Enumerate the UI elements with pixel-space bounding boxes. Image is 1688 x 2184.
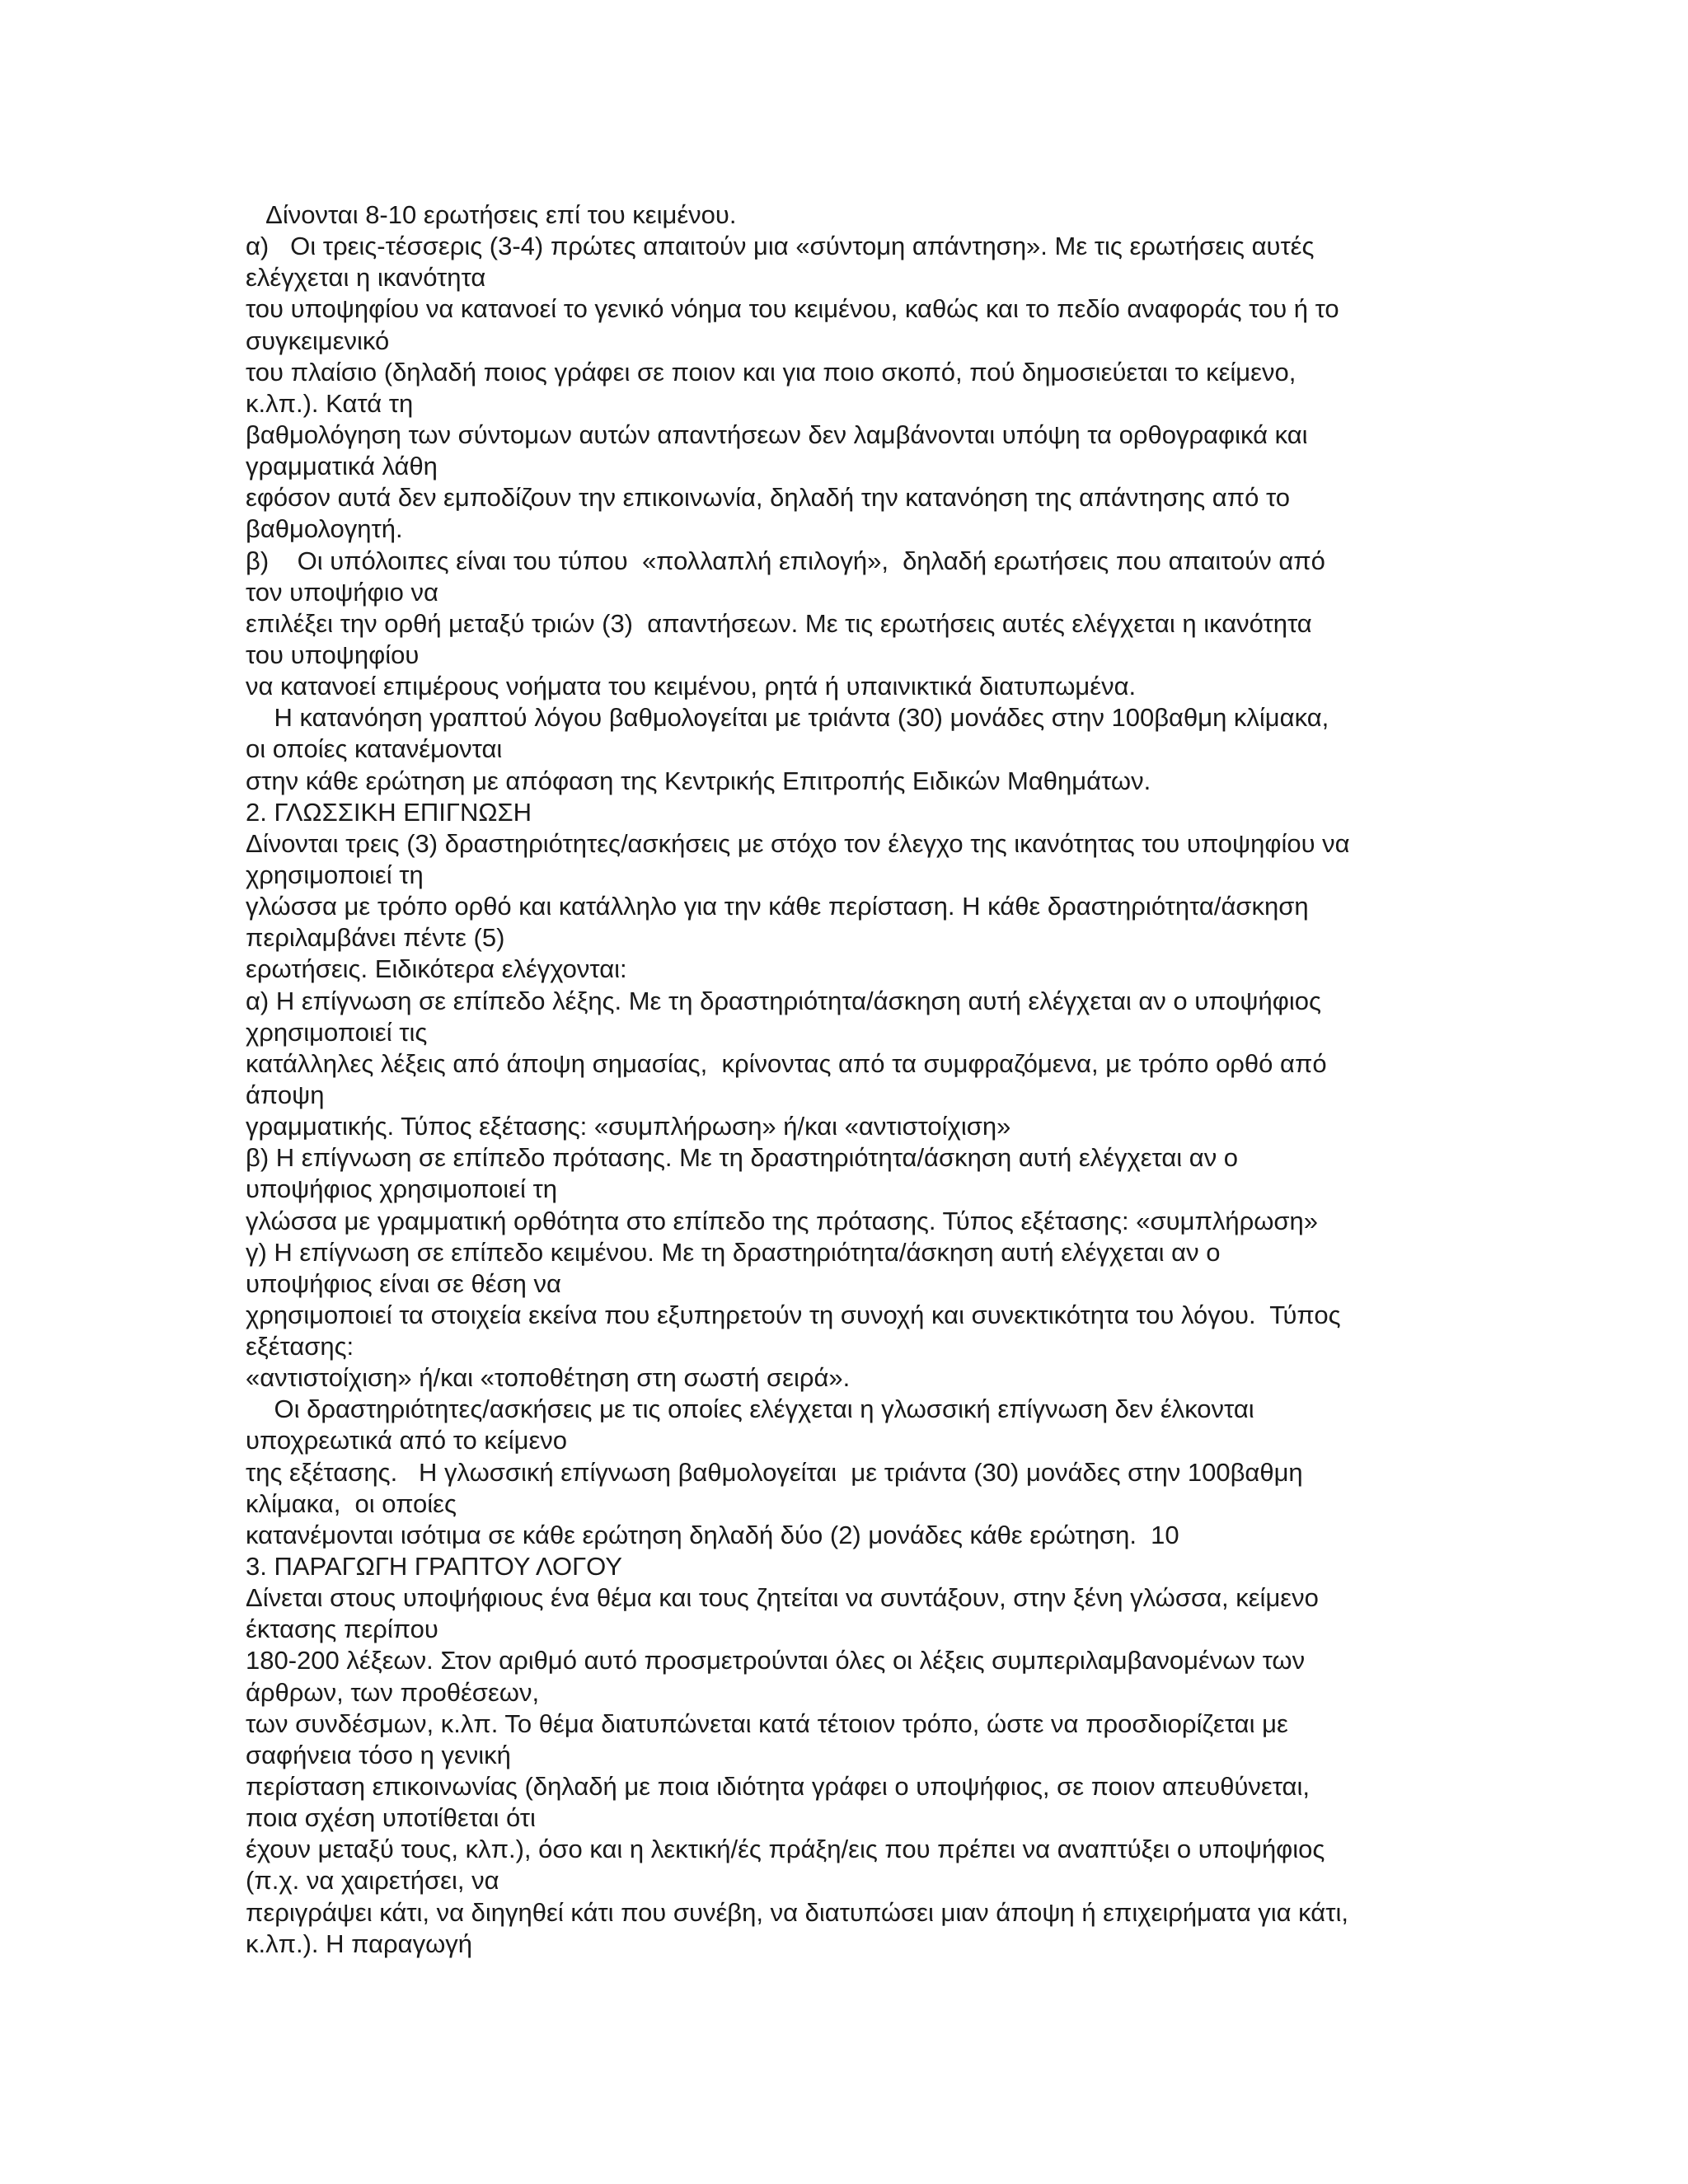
text-line: 180-200 λέξεων. Στον αριθμό αυτό προσμετρούνται όλες οι λέξεις συμπεριλαμβανομένων των [246,1646,1306,1675]
text-line: κλίμακα, οι οποίες [246,1488,457,1518]
text-line: σαφήνεια τόσο η γενική [246,1740,511,1769]
text-line: του υποψηφίου να κατανοεί το γενικό νόημα του κειμένου, καθώς και το πεδίο αναφοράς του ή το [246,294,1339,324]
text-line: Δίνονται τρεις (3) δραστηριότητες/ασκήσεις με στόχο τον έλεγχο της ικανότητας του υποψηφίου να [246,828,1350,858]
text-line: του υποψηφίου [246,640,420,669]
text-line: χρησιμοποιεί τη [246,860,424,889]
text-line: κατάλληλες λέξεις από άποψη σημασίας, κρίνοντας από τα συμφραζόμενα, με τρόπο ορθό από [246,1048,1327,1078]
text-line: β) Οι υπόλοιπες είναι του τύπου «πολλαπλή επιλογή», δηλαδή ερωτήσεις που απαιτούν από [246,546,1325,575]
text-line: κατανέμονται ισότιμα σε κάθε ερώτηση δηλαδή δύο (2) μονάδες κάθε ερώτηση. 10 [246,1520,1179,1549]
document-body [246,199,1459,1960]
text-line: γλώσσα με τρόπο ορθό και κατάλληλο για την κάθε περίσταση. Η κάθε δραστηριότητα/άσκηση [246,892,1309,921]
text-line: ποια σχέση υποτίθεται ότι [246,1803,536,1833]
text-line: περιγράψει κάτι, να διηγηθεί κάτι που συνέβη, να διατυπώσει μιαν άποψη ή επιχειρήματα για κάτι, [246,1897,1348,1927]
text-line: υποχρεωτικά από το κείμενο [246,1426,568,1455]
text-line: γραμματικής. Τύπος εξέτασης: «συμπλήρωση» ή/και «αντιστοίχιση» [246,1112,1011,1141]
text-line: κ.λπ.). Κατά τη [246,388,414,418]
text-line: να κατανοεί επιμέρους νοήματα του κειμένου, ρητά ή υπαινικτικά διατυπωμένα. [246,672,1137,701]
text-line: ελέγχεται η ικανότητα [246,263,486,293]
text-line: των συνδέσμων, κ.λπ. Το θέμα διατυπώνεται κατά τέτοιον τρόπο, ώστε να προσδιορίζεται με [246,1708,1288,1738]
text-line: «αντιστοίχιση» ή/και «τοποθέτηση στη σωστή σειρά». [246,1363,851,1393]
text-line: της εξέτασης. Η γλωσσική επίγνωση βαθμολογείται με τριάντα (30) μονάδες στην 100βαθμη [246,1457,1303,1487]
text-line: α) Η επίγνωση σε επίπεδο λέξης. Με τη δραστηριότητα/άσκηση αυτή ελέγχεται αν ο υποψήφιος [246,986,1321,1015]
text-line: Δίνεται στους υποψήφιους ένα θέμα και τους ζητείται να συντάξουν, στην ξένη γλώσσα, κείμενο [246,1583,1319,1613]
text-line: (π.χ. να χαιρετήσει, να [246,1866,499,1896]
text-line: εξέτασης: [246,1332,354,1361]
text-line: Οι δραστηριότητες/ασκήσεις με τις οποίες ελέγχεται η γλωσσική επίγνωση δεν έλκονται [246,1394,1254,1424]
text-line: γ) Η επίγνωση σε επίπεδο κειμένου. Με τη δραστηριότητα/άσκηση αυτή ελέγχεται αν ο [246,1237,1221,1267]
text-line: οι οποίες κατανέμονται [246,734,503,764]
text-line: του πλαίσιο (δηλαδή ποιος γράφει σε ποιον και για ποιο σκοπό, πού δημοσιεύεται το κείμενο, [246,357,1296,387]
text-line: χρησιμοποιεί τα στοιχεία εκείνα που εξυπηρετούν τη συνοχή και συνεκτικότητα του λόγου. Τύπος [246,1300,1341,1329]
text-line: άρθρων, των προθέσεων, [246,1677,540,1707]
text-line: Δίνονται 8-10 ερωτήσεις επί του κειμένου. [246,200,737,229]
text-line: γλώσσα με γραμματική ορθότητα στο επίπεδο της πρότασης. Τύπος εξέτασης: «συμπλήρωση» [246,1206,1319,1235]
text-line: εφόσον αυτά δεν εμποδίζουν την επικοινωνία, δηλαδή την κατανόηση της απάντησης από το [246,483,1291,513]
text-line: βαθμολόγηση των σύντομων αυτών απαντήσεων δεν λαμβάνονται υπόψη τα ορθογραφικά και [246,419,1308,449]
text-line: περίσταση επικοινωνίας (δηλαδή με ποια ιδιότητα γράφει ο υποψήφιος, σε ποιον απευθύνεται, [246,1772,1310,1802]
text-line: στην κάθε ερώτηση με απόφαση της Κεντρικής Επιτροπής Ειδικών Μαθημάτων. [246,766,1151,795]
text-line: έχουν μεταξύ τους, κλπ.), όσο και η λεκτική/ές πράξη/εις που πρέπει να αναπτύξει ο υποψήφιος [246,1835,1325,1864]
text-line: περιλαμβάνει πέντε (5) [246,923,505,953]
text-line: β) Η επίγνωση σε επίπεδο πρότασης. Με τη δραστηριότητα/άσκηση αυτή ελέγχεται αν ο [246,1143,1239,1173]
text-line: επιλέξει την ορθή μεταξύ τριών (3) απαντήσεων. Με τις ερωτήσεις αυτές ελέγχεται η ικανότητα [246,608,1312,638]
text-line: βαθμολογητή. [246,514,403,544]
text-line: άποψη [246,1080,325,1109]
text-line: τον υποψήφιο να [246,577,438,607]
text-line: Η κατανόηση γραπτού λόγου βαθμολογείται με τριάντα (30) μονάδες στην 100βαθμη κλίμακα, [246,703,1329,733]
text-line: έκτασης περίπου [246,1615,438,1644]
text-line: κ.λπ.). Η παραγωγή [246,1929,473,1958]
text-line: γραμματικά λάθη [246,452,438,481]
text-line: χρησιμοποιεί τις [246,1017,428,1047]
text-line: συγκειμενικό [246,326,390,355]
text-line: υποψήφιος είναι σε θέση να [246,1268,561,1298]
text-line: ερωτήσεις. Ειδικότερα ελέγχονται: [246,954,627,984]
text-line: 2. ΓΛΩΣΣΙΚΗ ΕΠΙΓΝΩΣΗ [246,797,532,827]
text-line: υποψήφιος χρησιμοποιεί τη [246,1174,557,1204]
text-line: α) Οι τρεις-τέσσερις (3-4) πρώτες απαιτούν μια «σύντομη απάντηση». Με τις ερωτήσεις αυτές [246,232,1315,261]
text-line: 3. ΠΑΡΑΓΩΓΗ ΓΡΑΠΤΟΥ ΛΟΓΟΥ [246,1552,622,1582]
